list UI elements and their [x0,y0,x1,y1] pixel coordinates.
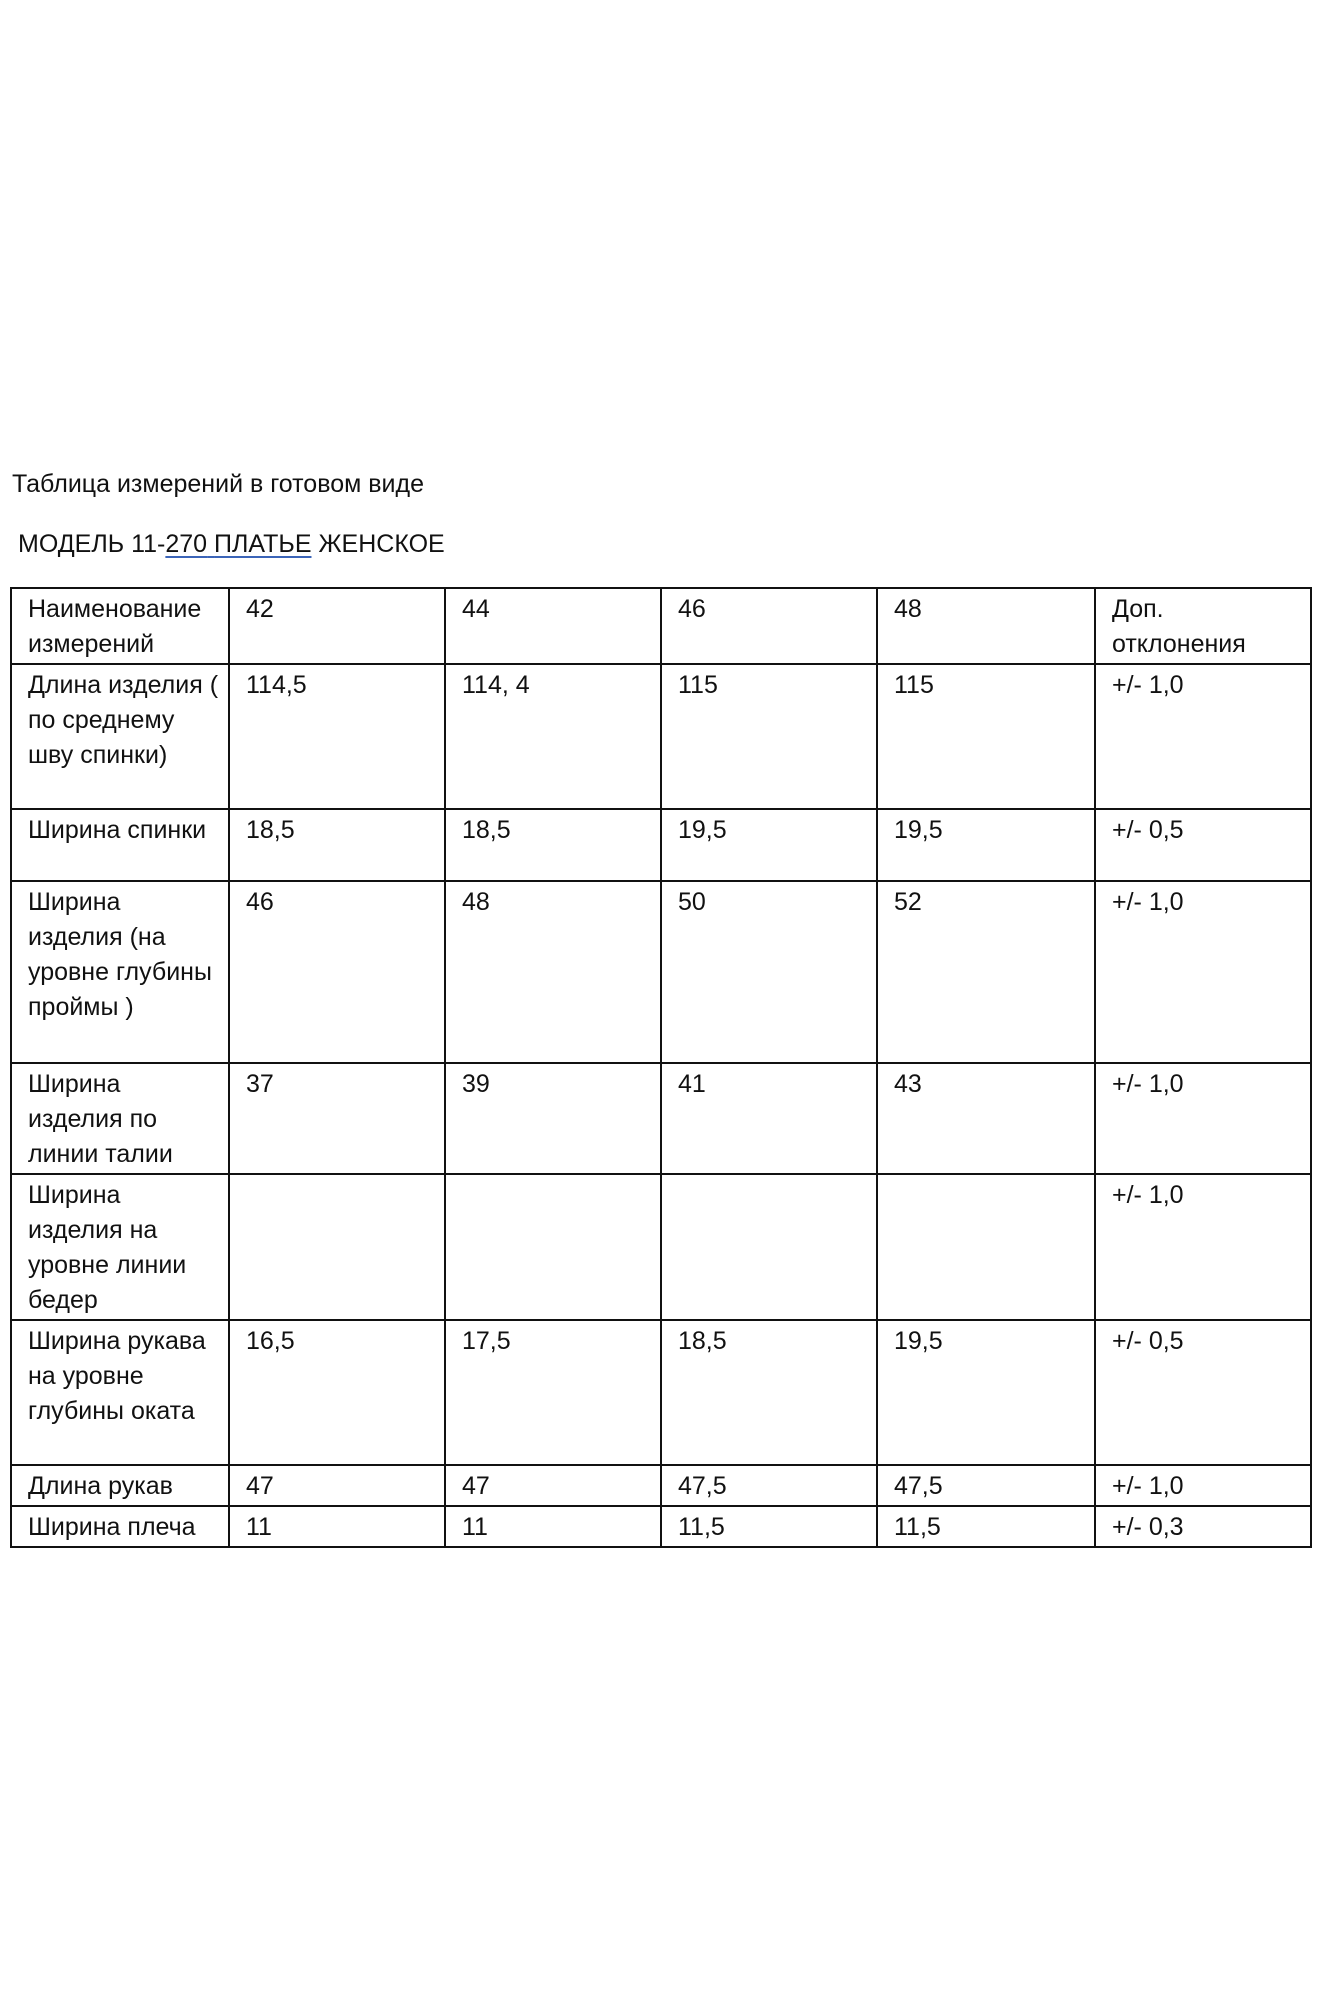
row-value-cell: 37 [229,1063,445,1174]
model-word-2: ЖЕНСКОЕ [311,530,445,558]
table-row [11,664,1311,809]
row-value-cell: 11 [229,1506,445,1547]
row-tolerance-cell: +/- 1,0 [1095,1174,1311,1320]
table-row [11,1506,1311,1547]
table-row [11,1174,1311,1320]
row-value-cell: 41 [661,1063,877,1174]
header-size-cell: 44 [445,588,661,664]
table-header-row [11,588,1311,664]
row-value-cell: 115 [877,664,1095,809]
row-value-cell: 43 [877,1063,1095,1174]
row-tolerance-cell: +/- 0,3 [1095,1506,1311,1547]
table-row [11,1320,1311,1465]
row-value-cell: 48 [445,881,661,1063]
row-name-cell: Ширина изделия по линии талии [11,1063,229,1174]
row-value-cell [229,1174,445,1320]
row-value-cell: 47 [229,1465,445,1506]
row-value-cell: 19,5 [877,1320,1095,1465]
header-tolerance-cell: Доп. отклонения [1095,588,1311,664]
row-value-cell: 52 [877,881,1095,1063]
row-name-cell: Длина изделия ( по среднему шву спинки) [11,664,229,809]
row-value-cell [877,1174,1095,1320]
row-value-cell: 19,5 [661,809,877,881]
row-name-cell: Длина рукав [11,1465,229,1506]
table-row [11,881,1311,1063]
row-value-cell: 47,5 [661,1465,877,1506]
model-prefix: МОДЕЛЬ 11- [18,530,166,558]
header-name-cell: Наименование измерений [11,588,229,664]
table-row [11,1063,1311,1174]
row-value-cell: 18,5 [661,1320,877,1465]
row-value-cell: 47 [445,1465,661,1506]
row-value-cell: 115 [661,664,877,809]
table-row [11,809,1311,881]
row-value-cell: 11,5 [877,1506,1095,1547]
row-tolerance-cell: +/- 1,0 [1095,1465,1311,1506]
row-value-cell: 39 [445,1063,661,1174]
row-value-cell: 46 [229,881,445,1063]
row-value-cell: 11 [445,1506,661,1547]
row-name-cell: Ширина изделия на уровне линии бедер [11,1174,229,1320]
row-tolerance-cell: +/- 0,5 [1095,1320,1311,1465]
header-size-cell: 42 [229,588,445,664]
row-value-cell: 47,5 [877,1465,1095,1506]
row-name-cell: Ширина изделия (на уровне глубины проймы ) [11,881,229,1063]
row-value-cell: 16,5 [229,1320,445,1465]
row-value-cell: 17,5 [445,1320,661,1465]
row-name-cell: Ширина плеча [11,1506,229,1547]
row-value-cell: 18,5 [445,809,661,881]
row-name-cell: Ширина спинки [11,809,229,881]
row-value-cell [661,1174,877,1320]
row-value-cell: 19,5 [877,809,1095,881]
row-tolerance-cell: +/- 1,0 [1095,881,1311,1063]
row-value-cell: 18,5 [229,809,445,881]
model-number: 270 ПЛАТЬЕ [165,530,312,558]
row-tolerance-cell: +/- 1,0 [1095,664,1311,809]
header-size-cell: 46 [661,588,877,664]
row-name-cell: Ширина рукава на уровне глубины оката [11,1320,229,1465]
document-title: Таблица измерений в готовом виде [12,470,424,498]
row-tolerance-cell: +/- 1,0 [1095,1063,1311,1174]
model-line [18,528,445,560]
row-value-cell [445,1174,661,1320]
row-value-cell: 50 [661,881,877,1063]
header-size-cell: 48 [877,588,1095,664]
measurements-table [10,587,1312,1548]
row-value-cell: 11,5 [661,1506,877,1547]
row-value-cell: 114,5 [229,664,445,809]
row-tolerance-cell: +/- 0,5 [1095,809,1311,881]
table-row [11,1465,1311,1506]
row-value-cell: 114, 4 [445,664,661,809]
